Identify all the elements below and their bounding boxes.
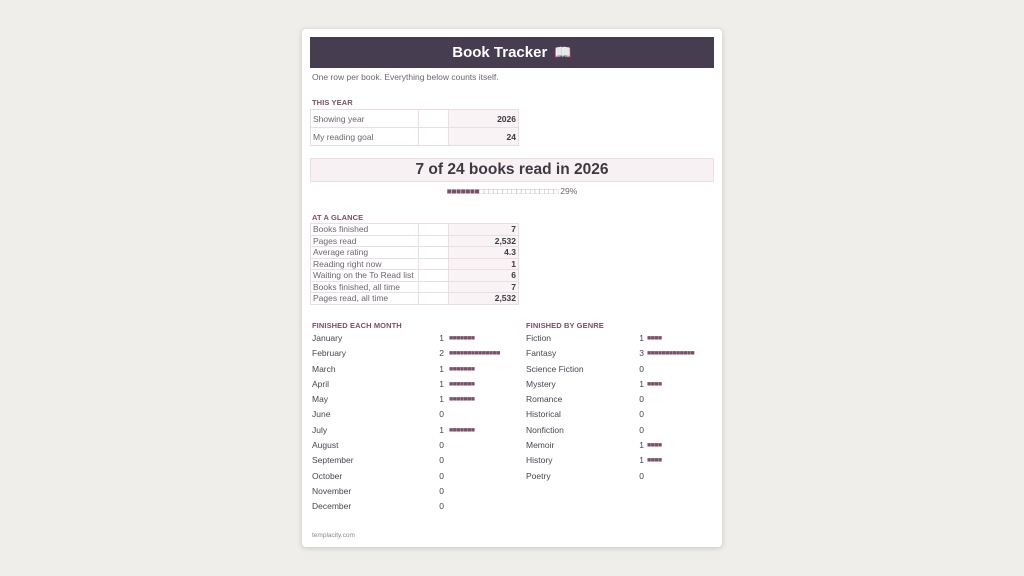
item-bar: ■■■■■■■ [449,335,475,342]
row-label: My reading goal [311,128,419,146]
by-genre-label: FINISHED BY GENRE [526,321,604,330]
row-label: Showing year [311,110,419,128]
row-label: Pages read, all time [311,293,419,305]
item-count: 1 [639,455,644,466]
item-name: May [312,394,329,405]
item-bar: ■■■■ [647,457,662,465]
item-count: 1 [439,394,444,405]
progress-empty: □□□□□□□□□□□□□□□□□ [479,186,558,196]
item-count: 1 [439,333,444,343]
item-count: 0 [439,455,444,466]
list-item [312,331,517,346]
item-count: 0 [439,440,444,451]
item-bar: ■■■■ [647,335,662,342]
row-value: 7 [449,224,519,236]
item-name: March [312,363,336,374]
item-bar: ■■■■■■■ [449,365,475,373]
item-name: Science Fiction [526,363,584,374]
list-item [312,407,517,422]
list-item [312,499,517,514]
this-year-table [310,109,519,146]
item-name: History [526,455,553,466]
progress-filled: ■■■■■■■ [446,186,480,196]
item-name: Fantasy [526,348,557,359]
books-read-headline: 7 of 24 books read in 2026 [310,158,714,182]
progress-percent: 29% [560,186,578,196]
item-count: 1 [639,378,644,389]
list-item [526,407,716,422]
item-count: 2 [439,348,444,359]
item-bar: ■■■■■■■■■■■■■ [647,350,695,358]
list-item [526,377,716,392]
row-label: Reading right now [311,258,419,270]
list-item [526,453,716,468]
item-name: Historical [526,409,561,420]
item-count: 1 [639,440,644,451]
item-count: 0 [639,394,644,405]
title-bar [310,37,714,68]
by-month-label: FINISHED EACH MONTH [312,321,402,330]
table-row [311,128,519,146]
item-name: January [312,333,343,343]
item-name: June [312,409,331,420]
table-row [311,224,519,236]
row-label: Pages read [311,235,419,247]
item-count: 1 [439,363,444,374]
table-row [311,235,519,247]
item-name: Nonfiction [526,424,564,435]
row-value: 4.3 [449,247,519,259]
item-name: Fiction [526,333,552,343]
by-month-list [312,331,517,515]
row-label: Waiting on the To Read list [311,270,419,282]
list-item [312,484,517,499]
item-name: Poetry [526,470,551,481]
item-count: 0 [439,409,444,420]
item-name: September [312,455,354,466]
row-label: Books finished [311,224,419,236]
page-subtitle: One row per book. Everything below counts itself. [312,72,499,82]
at-a-glance-table [310,223,519,305]
item-count: 0 [639,363,644,374]
list-item [526,438,716,453]
item-count: 0 [639,470,644,481]
item-count: 1 [639,333,644,343]
item-bar: ■■■■■■■ [449,396,475,404]
item-bar: ■■■■ [647,380,662,388]
list-item [526,331,716,346]
list-item [526,392,716,407]
by-genre-list [526,331,716,484]
row-label: Average rating [311,247,419,259]
list-item [312,423,517,438]
row-value: 6 [449,270,519,282]
item-name: Romance [526,394,563,405]
open-book-icon: 📖 [554,44,572,60]
row-value: 1 [449,258,519,270]
item-name: December [312,501,352,512]
showing-year-cell[interactable]: 2026 [449,110,519,128]
table-row [311,281,519,293]
row-value: 2,532 [449,235,519,247]
page-title: Book Tracker [452,44,548,61]
item-bar: ■■■■■■■ [449,380,475,388]
reading-goal-cell[interactable]: 24 [449,128,519,146]
list-item [526,346,716,361]
row-label: Books finished, all time [311,281,419,293]
item-count: 0 [439,470,444,481]
at-a-glance-label: AT A GLANCE [312,213,364,222]
this-year-label: THIS YEAR [312,98,353,107]
item-name: Mystery [526,378,556,389]
list-item [526,423,716,438]
progress-bar [302,186,722,196]
item-count: 0 [439,485,444,496]
footer-credit: templacity.com [312,532,355,539]
item-bar: ■■■■ [647,442,662,450]
item-name: April [312,378,330,389]
list-item [312,377,517,392]
table-row [311,110,519,128]
tracker-sheet [302,29,722,547]
table-row [311,270,519,282]
row-value: 2,532 [449,293,519,305]
row-spacer [419,110,449,128]
table-row [311,247,519,259]
item-count: 3 [639,348,644,359]
item-bar: ■■■■■■■ [449,426,475,434]
item-count: 0 [639,409,644,420]
item-name: October [312,470,343,481]
item-name: Memoir [526,440,555,451]
list-item [312,469,517,484]
list-item [312,392,517,407]
list-item [312,362,517,377]
item-count: 0 [439,501,444,512]
row-spacer [419,128,449,146]
item-name: August [312,440,339,451]
item-name: July [312,424,328,435]
list-item [526,469,716,484]
item-count: 1 [439,424,444,435]
row-value: 7 [449,281,519,293]
item-count: 0 [639,424,644,435]
item-name: November [312,485,352,496]
item-name: February [312,348,347,359]
item-count: 1 [439,378,444,389]
list-item [312,438,517,453]
item-bar: ■■■■■■■■■■■■■■ [449,350,500,358]
table-row [311,293,519,305]
list-item [312,346,517,361]
list-item [526,362,716,377]
table-row [311,258,519,270]
list-item [312,453,517,468]
